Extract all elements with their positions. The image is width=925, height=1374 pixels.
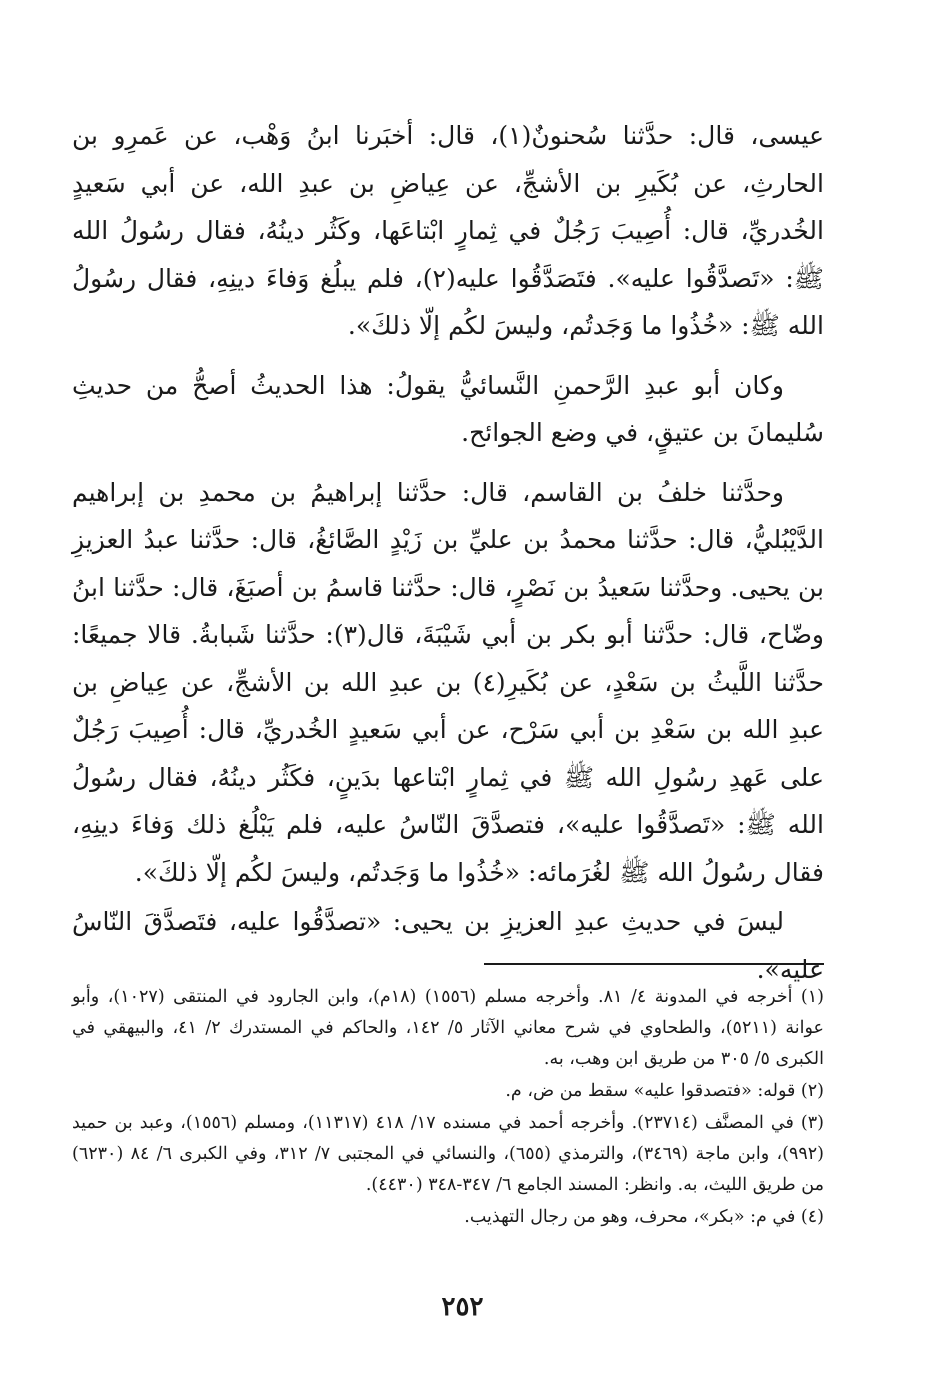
book-page	[72, 112, 824, 1227]
paragraph-3: وحدَّثنا خلفُ بن القاسم، قال: حدَّثنا إبراهيمُ بن محمدِ بن إبراهيم الدَّيْبُليُّ، قال: حدَّثنا محمدُ بن عليِّ بن زَيْدٍ الصَّائغُ، قال: حدَّثنا عبدُ العزيزِ بن يحيى. وحدَّثنا سَعيدُ بن نَصْرٍ، قال: حدَّثنا قاسمُ بن أصبَغَ، قال: حدَّثنا ابنُ وضّاح، قال: حدَّثنا أبو بكر بن أبي شَيْبَةَ، قال(٣): حدَّثنا شَبابةُ. قالا جميعًا: حدَّثنا اللَّيثُ بن سَعْدٍ، عن بُكَيرِ(٤) بن عبدِ الله بن الأشجِّ، عن عِياضِ بن عبدِ الله بن سَعْدِ بن أبي سَرْح، عن أبي سَعيدٍ الخُدريِّ، قال: أُصِيبَ رَجُلٌ على عَهدِ رسُولِ الله ﷺ في ثِمارٍ ابْتاعها بدَينٍ، فكَثُر دينُهُ، فقال رسُولُ الله ﷺ: «تَصدَّقُوا عليه»، فتصدَّقَ النّاسُ عليه، فلم يَبْلُغ ذلك وَفاءَ دينِهِ، فقال رسُولُ الله ﷺ لغُرَمائه: «خُذُوا ما وَجَدتُم، وليسَ لكُم إلّا ذلكَ».	[72, 477, 824, 887]
paragraph-2: وكان أبو عبدِ الرَّحمنِ النَّسائيُّ يقولُ: هذا الحديثُ أصحُّ من حديثِ سُليمانَ بن عتيقٍ، في وضع الجوائح.	[72, 370, 824, 447]
footnote-1: (١) أخرجه في المدونة ٤/ ٨١. وأخرجه مسلم (١٥٥٦) (١٨م)، وابن الجارود في المنتقى (١٠٢٧)، وأبو عوانة (٥٢١١)، والطحاوي في شرح معاني الآثار ٥/ ١٤٢، والحاكم في المستدرك ٢/ ٤١، والبيهقي في الكبرى ٥/ ٣٠٥ من طريق ابن وهب، به.	[72, 987, 824, 1069]
footnote-4: (٤) في م: «بكر»، محرف، وهو من رجال التهذيب.	[464, 1207, 824, 1227]
footnotes	[72, 982, 824, 1233]
paragraph-1: عيسى، قال: حدَّثنا سُحنونٌ(١)، قال: أخبَرنا ابنُ وَهْب، عن عَمرِو بن الحارثِ، عن بُكَيرِ بن الأشجِّ، عن عِياضِ بن عبدِ الله، عن أبي سَعيدٍ الخُدريِّ، قال: أُصِيبَ رَجُلٌ في ثِمارٍ ابْتاعَها، وكَثُر دينُهُ، فقال رسُولُ الله ﷺ: «تَصدَّقُوا عليه». فتَصَدَّقُوا عليه(٢)، فلم يبلُغ وَفاءَ دينِهِ، فقال رسُولُ الله ﷺ: «خُذُوا ما وَجَدتُم، وليسَ لكُم إلّا ذلكَ».	[72, 121, 824, 340]
footnote-3: (٣) في المصنَّف (٢٣٧١٤). وأخرجه أحمد في مسنده ١٧/ ٤١٨ (١١٣١٧)، ومسلم (١٥٥٦)، وعبد بن حميد (٩٩٢)، وابن ماجة (٣٤٦٩)، والترمذي (٦٥٥)، والنسائي في المجتبى ٧/ ٣١٢، وفي الكبرى ٦/ ٨٤ (٦٢٣٠) من طريق الليث، به. وانظر: المسند الجامع ٦/ ٣٤٧-٣٤٨ (٤٤٣٠).	[72, 1113, 824, 1195]
page-number: ٢٥٢	[441, 1292, 484, 1322]
main-text	[72, 112, 824, 993]
footnote-2: (٢) قوله: «فتصدقوا عليه» سقط من ض، م.	[505, 1081, 824, 1101]
paragraph-4: ليسَ في حديثِ عبدِ العزيزِ بن يحيى: «تصدَّقُوا عليه، فتَصدَّقَ النّاسُ عليه».	[72, 907, 824, 984]
footnote-separator	[484, 963, 824, 965]
